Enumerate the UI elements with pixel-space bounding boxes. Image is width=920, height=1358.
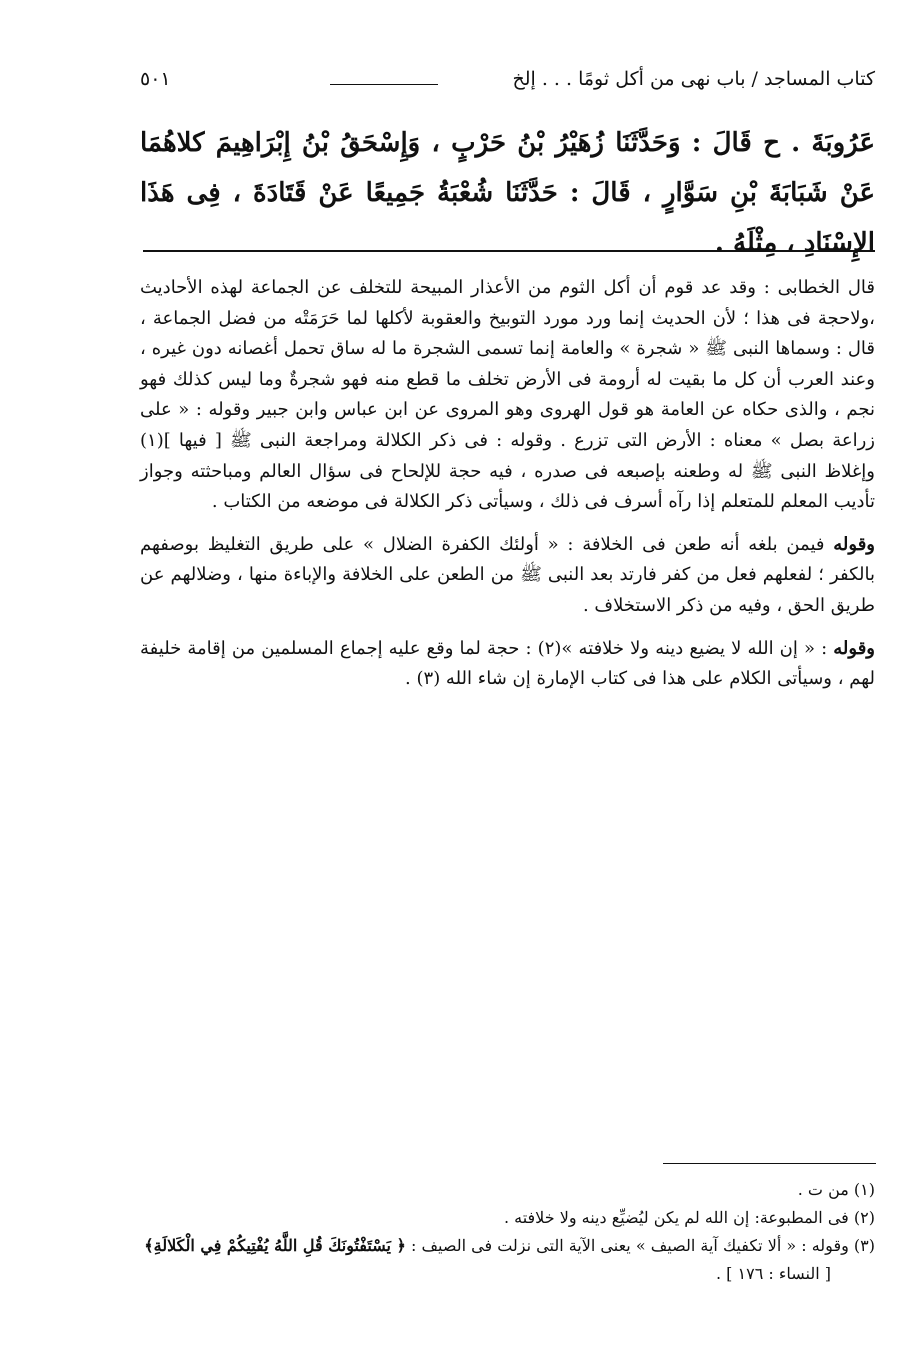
footnote-1: (١) من ت . [797, 1180, 875, 1199]
commentary [140, 273, 875, 707]
page-number: ٥٠١ [140, 68, 171, 90]
footnote-2: (٢) فى المطبوعة: إن الله لم يكن ليُضيِّع دينه ولا خلافته . [503, 1208, 875, 1227]
footnote-3 [140, 1232, 875, 1260]
hadith-line-1: عَرُوبَةَ . ح قَالَ : وَحَدَّثَنَا زُهَيْرُ بْنُ حَرْبٍ ، وَإِسْحَقُ بْنُ إِبْرَاهِيمَ كلاهُمَا عَنْ شَبَابَةَ بْنِ [140, 128, 875, 208]
paragraph-body: فيمن بلغه أنه طعن فى الخلافة : « أولئك الكفرة الضلال » على طريق التغليظ بوصفهم بالكفر ؛ لفعلهم فعل من كفر فارتد بعد النبى ﷺ من الطعن على الخلافة والإباءة منها ، وضلالهم عن طريق الحق ، وفيه من ذكر الاستخلاف . [140, 533, 875, 616]
text-commentary-divider [143, 250, 875, 252]
footnote-3-reference: [ النساء : ١٧٦ ] . [716, 1264, 831, 1283]
footnotes [140, 1176, 875, 1288]
quran-quote: ﴿ يَسْتَفْتُونَكَ قُلِ اللَّهُ يُفْتِيكُمْ فِي الْكَلالَةِ﴾ [144, 1236, 406, 1255]
running-header [140, 68, 875, 108]
commentary-paragraph-2 [140, 530, 875, 622]
hadith-line-2: سَوَّارٍ ، قَالَ : حَدَّثَنَا شُعْبَةُ جَمِيعًا عَنْ قَتَادَةَ ، فِى هَذَا الإِسْنَادِ ، مِثْلَهُ . [140, 178, 875, 258]
paragraph-lead: وقوله [833, 637, 875, 659]
commentary-paragraph-1: قال الخطابى : وقد عد قوم أن أكل الثوم من الأعذار المبيحة للتخلف عن الجماعة لهذه الأحاديث ،ولاحجة فى هذا ؛ لأن الحديث إنما ورد مورد التوبيخ والعقوبة لأكلها لما حَرَمَتْه من فضل الجماعة ، قال : وسماها النبى ﷺ « شجرة » والعامة إنما تسمى الشجرة ما له ساق تحمل أغصانه دون غيره ، وعند العرب أن كل ما بقيت له أرومة فى الأرض تخلف ما قطع منه فهو شجرةٌ وما ليس كذلك فهو نجم ، والذى حكاه عن العامة هو قول الهروى وهو المروى عن ابن عباس وابن جبير وقوله : « على زراعة بصل » معناه : الأرض التى تزرع . وقوله : فى ذكر الكلالة ومراجعة النبى ﷺ [ فيها ](١) وإغلاظ النبى ﷺ له وطعنه بإصبعه فى صدره ، فيه حجة للإلحاح فى سؤال العالم ومباحثته وجواز تأديب المعلم للمتعلم إذا رآه أسرف فى ذلك ، وسيأتى ذكر الكلالة فى موضعه من الكتاب . [140, 277, 875, 513]
commentary-paragraph-3 [140, 634, 875, 695]
footnote-3-text: (٣) وقوله : « ألا تكفيك آية الصيف » يعنى الآية التى نزلت فى الصيف : [405, 1236, 875, 1255]
header-rule [330, 84, 438, 85]
hadith-text [140, 118, 875, 268]
paragraph-body: : « إن الله لا يضيع دينه ولا خلافته »(٢) : حجة لما وقع عليه إجماع المسلمين من إقامة خليفة لهم ، وسيأتى الكلام على هذا فى كتاب الإمارة إن شاء الله (٣) . [140, 637, 875, 690]
paragraph-lead: وقوله [833, 533, 875, 555]
footnote-rule [663, 1163, 876, 1164]
chapter-title: كتاب المساجد / باب نهى من أكل ثومًا . . . إلخ [512, 68, 875, 90]
